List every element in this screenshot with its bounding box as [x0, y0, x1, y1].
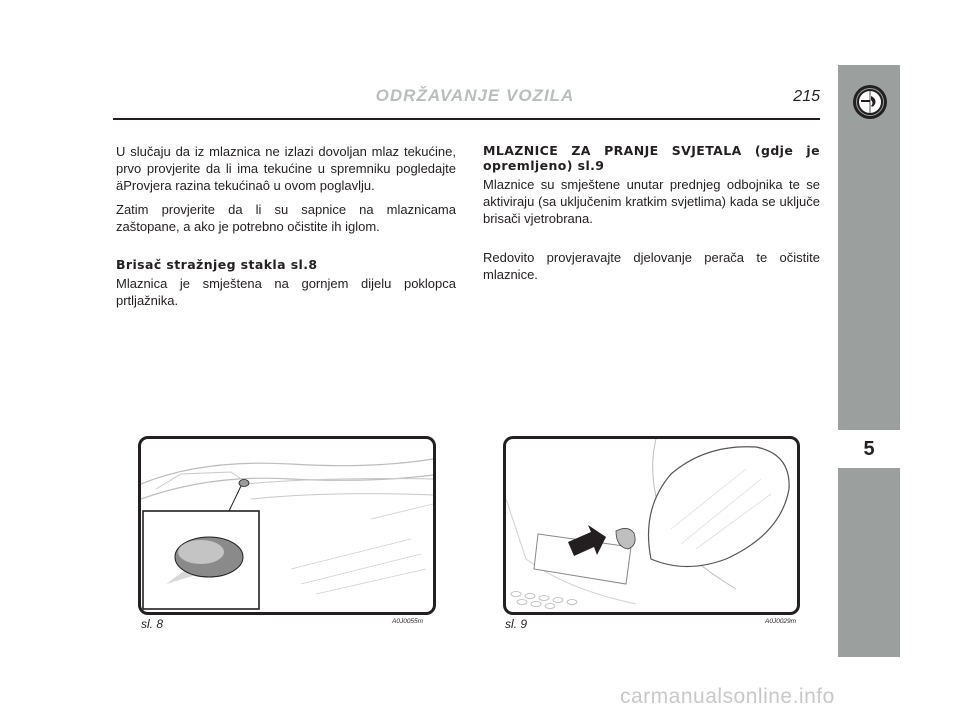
figure-8-image: [138, 436, 436, 615]
watermark: carmanualsonline.info: [620, 685, 835, 708]
chapter-number: 5: [863, 438, 875, 460]
running-title: ODRŽAVANJE VOZILA: [375, 86, 575, 105]
page-number: 215: [793, 88, 820, 105]
header-rule: [113, 118, 820, 120]
left-paragraph-3: Mlaznica je smještena na gornjem dijelu poklopca prtljažnika.: [116, 276, 456, 308]
rear-wiper-heading: Brisač stražnjeg stakla sl.8: [116, 257, 318, 272]
left-paragraph-2: Zatim provjerite da li su sapnice na mlaznicama zaštopane, a ako je potrebno očistite ih iglom.: [116, 202, 456, 234]
figure-9-caption: sl. 9: [505, 617, 528, 631]
figure-8-code: A0J0055m: [392, 618, 424, 625]
right-paragraph-1: Mlaznice su smještene unutar prednjeg odbojnika te se aktiviraju (sa uključenim kratkim svjetlima) kada se uključe brisači vjetrobrana.: [483, 177, 820, 226]
left-column: [116, 143, 456, 316]
headlight-washer-heading: MLAZNICE ZA PRANJE SVJETALA (gdje je opremljeno) sl.9: [483, 143, 820, 173]
headlight-washer-illustration: [506, 439, 797, 612]
right-paragraph-2: Redovito provjeravajte djelovanje perača te očistite mlaznice.: [483, 250, 820, 282]
alfa-romeo-logo-icon: [852, 84, 888, 120]
figure-8-caption: sl. 8: [141, 617, 164, 631]
figure-9-code: A0J0029m: [765, 618, 797, 625]
rear-wiper-nozzle-illustration: [141, 439, 433, 612]
figure-9-image: [503, 436, 800, 615]
right-column: [483, 143, 820, 290]
left-paragraph-1: U slučaju da iz mlaznica ne izlazi dovoljan mlaz tekućine, prvo provjerite da li ima tekućine u spremniku pogledajte äProvjera razina tekućinaô u ovom poglavlju.: [116, 144, 456, 193]
chapter-sidebar: [838, 65, 900, 657]
